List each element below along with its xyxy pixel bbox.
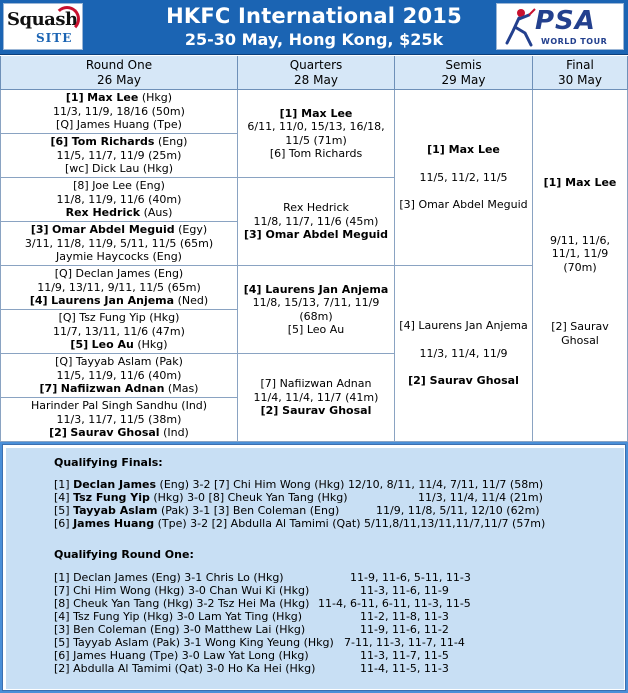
round-name: Quarters [289, 58, 343, 72]
winner-country: (Hkg) [137, 338, 168, 352]
winner-name: Omar Abdel Meguid [52, 223, 175, 237]
match-cell-r1-3 [0, 178, 238, 222]
qualifying-r1-line [54, 611, 614, 623]
logo-left-line1: Squash [7, 9, 78, 30]
round-name: Semis [445, 58, 482, 72]
loser-line: Harinder Pal Singh Sandhu (Ind) [30, 399, 208, 413]
match-score: 11/3, 11/4, 11/9 [419, 346, 508, 360]
match-cell-r1-5 [0, 266, 238, 310]
winner-seed: [7] [39, 382, 58, 396]
winner-line [1, 426, 237, 440]
seed: [1] [54, 478, 70, 491]
logo-left-line2: SITE [36, 31, 73, 45]
loser-line: [8] Joe Lee (Eng) [73, 179, 165, 193]
quarters-header [238, 56, 395, 90]
match-score: 11/7, 13/11, 11/6 (47m) [53, 324, 185, 338]
loser-line: [Q] James Huang (Tpe) [56, 118, 182, 132]
match-score: 5/11,8/11,13/11,11/7,11/7 (57m) [364, 517, 546, 530]
header-banner [0, 0, 628, 55]
logo-right-line2: WORLD TOUR [541, 37, 608, 46]
winner-name: Tayyab Aslam [73, 504, 158, 517]
match-score: 11/8, 15/13, 7/11, 11/9 [252, 296, 380, 309]
winner-seed: [3] [30, 223, 49, 237]
match-score-cont: 11/5 (71m) [285, 133, 347, 147]
match-rest: (Eng) 3-2 [7] Chi Him Wong (Hkg) [159, 478, 345, 491]
match-text: [5] Tayyab Aslam (Pak) 3-1 Wong King Yeung (Hkg) [54, 636, 334, 649]
semis-header [395, 56, 533, 90]
winner-name: Rex Hedrick [65, 206, 141, 220]
loser-line: [5] Leo Au [287, 323, 345, 336]
loser-line: Rex Hedrick [283, 201, 349, 215]
round-name: Round One [85, 58, 153, 72]
match-score: 11/9, 13/11, 9/11, 11/5 (65m) [37, 280, 201, 294]
match-duration: (70m) [563, 260, 597, 274]
winner-line [1, 206, 237, 220]
psa-world-tour-logo[interactable] [496, 3, 624, 50]
winner-name: Max Lee [87, 91, 139, 105]
match-cell-sf-2 [395, 266, 533, 442]
qualifying-r1-line [54, 624, 614, 636]
page-subtitle: 25-30 May, Hong Kong, $25k [184, 30, 444, 49]
match-text: [2] Abdulla Al Tamimi (Qat) 3-0 Ho Ka Hei (Hkg) [54, 662, 316, 675]
match-cell-qf-4 [238, 354, 395, 442]
match-cell-r1-1 [0, 90, 238, 134]
round-date: 26 May [97, 73, 141, 87]
qualifying-final-line [54, 518, 614, 530]
qualifying-r1-line [54, 650, 614, 662]
winner-country: (Egy) [178, 223, 208, 237]
match-score: 11-3, 11-6, 11-9 [360, 584, 449, 597]
winner-line: [1] Max Lee [279, 106, 353, 120]
loser-line: [7] Nafiizwan Adnan [260, 377, 372, 391]
match-score-cont: (68m) [299, 309, 333, 323]
qualifying-r1-line [54, 663, 614, 675]
winner-line [1, 223, 237, 237]
winner-seed: [6] [50, 135, 69, 149]
winner-name: Saurav Ghosal [70, 426, 160, 440]
winner-seed: [2] [49, 426, 67, 440]
match-score: 11-3, 11-7, 11-5 [360, 649, 449, 662]
seed: [4] [54, 491, 70, 504]
loser-line: [6] Tom Richards [269, 147, 363, 160]
match-score: 11/8, 11/7, 11/6 (45m) [253, 214, 379, 228]
winner-country: (Ind) [163, 426, 189, 440]
winner-line: [4] Laurens Jan Anjema [243, 282, 389, 296]
qualifying-r1-line [54, 598, 614, 610]
winner-line [1, 294, 237, 308]
loser-line: [Q] Tayyab Aslam (Pak) [55, 355, 183, 369]
round-date: 30 May [558, 73, 602, 87]
seed: [6] [54, 517, 70, 530]
loser-line: [Q] Tsz Fung Yip (Hkg) [58, 311, 180, 325]
round-date: 29 May [441, 73, 486, 87]
match-score: 11-4, 11-5, 11-3 [360, 662, 449, 675]
match-cell-qf-2 [238, 178, 395, 266]
match-score: 11/5, 11/9, 11/6 (40m) [56, 368, 182, 382]
match-score: 11-4, 6-11, 6-11, 11-3, 11-5 [318, 597, 471, 610]
match-rest: (Hkg) 3-0 [8] Cheuk Yan Tang (Hkg) [153, 491, 348, 504]
match-text: [7] Chi Him Wong (Hkg) 3-0 Chan Wui Ki (Hkg) [54, 584, 310, 597]
match-score-cont: 11/1, 11/9 [551, 247, 609, 260]
loser-line: [wc] Dick Lau (Hkg) [64, 162, 174, 176]
winner-name: Tom Richards [71, 135, 155, 149]
match-score: 11/9, 11/8, 5/11, 12/10 (62m) [376, 504, 540, 517]
winner-name: Leo Au [91, 338, 134, 352]
final-header [533, 56, 628, 90]
qualifying-results-panel [0, 442, 628, 693]
match-score: 11/4, 11/4, 11/7 (41m) [253, 390, 379, 404]
qualifying-r1-line [54, 585, 614, 597]
qualifying-final-line [54, 492, 614, 504]
winner-line: [1] Max Lee [543, 176, 617, 189]
seed: [5] [54, 504, 70, 517]
qualifying-finals-title: Qualifying Finals: [54, 456, 163, 469]
squash-player-icon [501, 7, 537, 47]
qualifying-r1-line [54, 572, 614, 584]
match-cell-r1-4 [0, 222, 238, 266]
winner-line [1, 338, 237, 352]
winner-name: James Huang [73, 517, 155, 530]
winner-line: [1] Max Lee [427, 143, 500, 157]
loser-line: [4] Laurens Jan Anjema [399, 319, 528, 333]
match-score: 11-9, 11-6, 5-11, 11-3 [350, 571, 471, 584]
winner-country: (Hkg) [141, 91, 173, 105]
match-score: 7-11, 11-3, 11-7, 11-4 [344, 636, 465, 649]
match-text: [8] Cheuk Yan Tang (Hkg) 3-2 Tsz Hei Ma (Hkg) [54, 597, 310, 610]
match-cell-final [533, 90, 628, 442]
winner-seed: [1] [65, 91, 84, 105]
winner-name: Tsz Fung Yip [73, 491, 150, 504]
match-score: 12/10, 8/11, 11/4, 7/11, 11/7 (58m) [347, 478, 544, 491]
winner-country: (Eng) [157, 135, 188, 149]
match-score: 11-2, 11-8, 11-3 [360, 610, 449, 623]
match-score: 11/8, 11/9, 11/6 (40m) [56, 192, 182, 206]
winner-line [1, 382, 237, 396]
match-cell-qf-3 [238, 266, 395, 354]
match-rest: (Tpe) 3-2 [2] Abdulla Al Tamimi (Qat) [157, 517, 361, 530]
winner-country: (Aus) [143, 206, 173, 220]
qualifying-final-line [54, 505, 614, 517]
match-score: 6/11, 11/0, 15/13, 16/18, [247, 120, 385, 133]
winner-line: [2] Saurav Ghosal [260, 404, 372, 418]
qualifying-r1-line [54, 637, 614, 649]
match-cell-r1-7 [0, 354, 238, 398]
match-score: 11/5, 11/2, 11/5 [419, 170, 508, 184]
winner-country: (Ned) [177, 294, 209, 308]
match-cell-r1-2 [0, 134, 238, 178]
match-cell-r1-8 [0, 398, 238, 442]
match-score: 11/3, 11/7, 11/5 (38m) [56, 412, 182, 426]
winner-name: Nafiizwan Adnan [60, 382, 165, 396]
loser-line: [3] Omar Abdel Meguid [399, 198, 528, 212]
winner-seed: [5] [70, 338, 89, 352]
loser-line-cont: Ghosal [561, 333, 599, 347]
match-cell-qf-1 [238, 90, 395, 178]
loser-line: Jaymie Haycocks (Eng) [56, 250, 182, 264]
match-score: 11/5, 11/7, 11/9 (25m) [56, 148, 182, 162]
match-score: 11/3, 11/4, 11/4 (21m) [418, 491, 543, 504]
round-name: Final [566, 58, 594, 72]
winner-seed: [4] [29, 294, 48, 308]
round-one-header [0, 56, 238, 90]
qualifying-final-line [54, 479, 614, 491]
match-text: [4] Tsz Fung Yip (Hkg) 3-0 Lam Yat Ting (Hkg) [54, 610, 303, 623]
winner-line [1, 135, 237, 149]
winner-line: [2] Saurav Ghosal [408, 374, 519, 388]
match-score: 11/3, 11/9, 18/16 (50m) [53, 104, 185, 118]
winner-line [1, 91, 237, 105]
page-title: HKFC International 2015 [166, 4, 462, 28]
winner-country: (Mas) [167, 382, 199, 396]
match-text: [1] Declan James (Eng) 3-1 Chris Lo (Hkg) [54, 571, 284, 584]
match-rest: (Pak) 3-1 [3] Ben Coleman (Eng) [160, 504, 340, 517]
qualifying-round-one-title: Qualifying Round One: [54, 548, 194, 561]
match-cell-sf-1 [395, 90, 533, 266]
winner-name: Declan James [73, 478, 157, 491]
match-score: 11-9, 11-6, 11-2 [360, 623, 449, 636]
match-score: 3/11, 11/8, 11/9, 5/11, 11/5 (65m) [24, 236, 214, 250]
match-cell-r1-6 [0, 310, 238, 354]
match-text: [6] James Huang (Tpe) 3-0 Law Yat Long (Hkg) [54, 649, 309, 662]
winner-name: Laurens Jan Anjema [51, 294, 175, 308]
loser-line: [Q] Declan James (Eng) [54, 267, 184, 281]
loser-line: [2] Saurav [551, 320, 609, 333]
logo-right-line1: PSA [535, 6, 596, 36]
match-score: 9/11, 11/6, [550, 233, 610, 247]
round-date: 28 May [294, 73, 338, 87]
match-text: [3] Ben Coleman (Eng) 3-0 Matthew Lai (Hkg) [54, 623, 306, 636]
winner-line: [3] Omar Abdel Meguid [243, 228, 389, 242]
